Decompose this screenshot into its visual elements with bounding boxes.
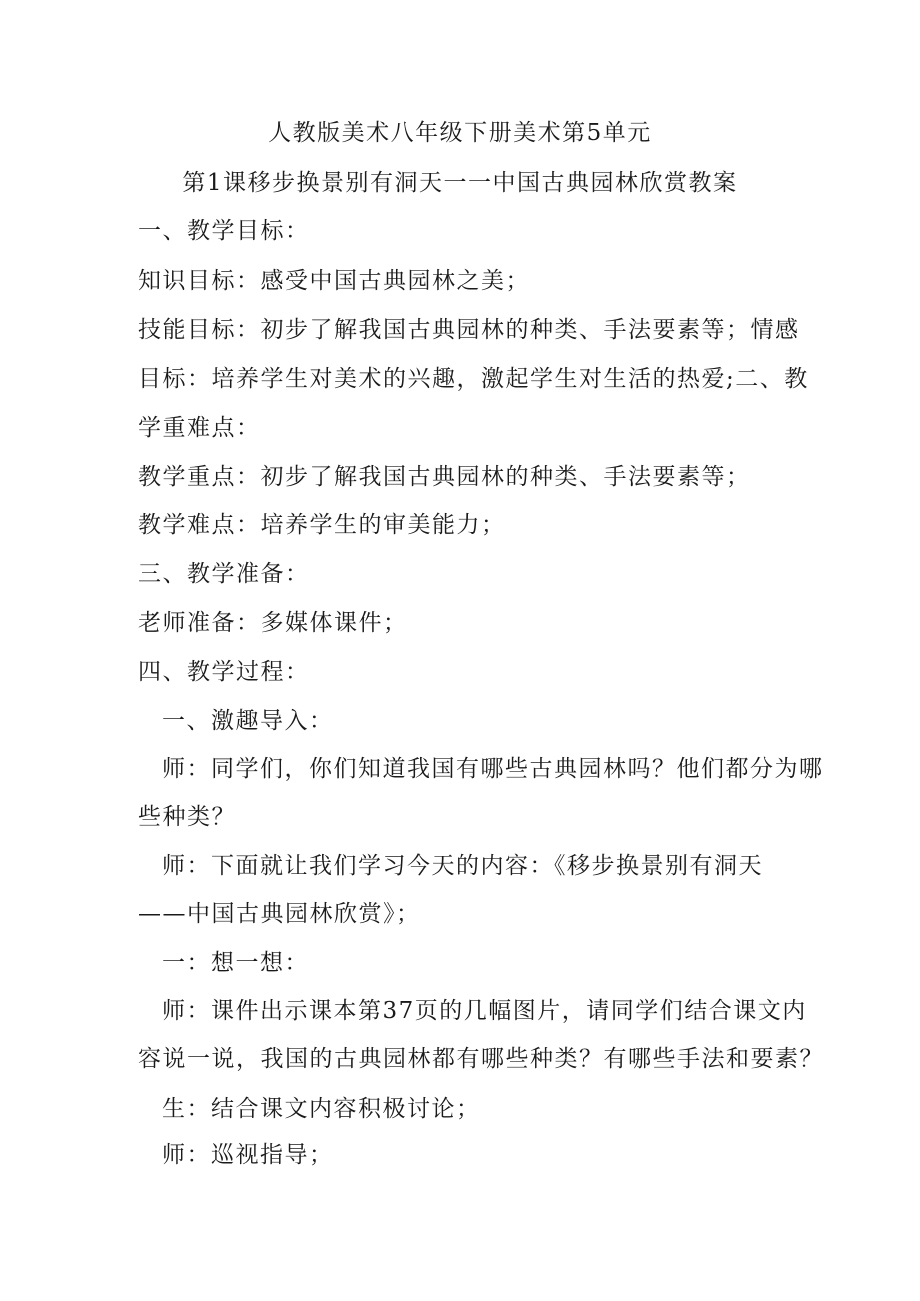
paragraph-teacher-question-cont: 些种类？: [138, 804, 236, 830]
paragraph-skill-objective: 技能目标：初步了解我国古典园林的种类、手法要素等；情感: [138, 317, 800, 343]
subsection-heading-think: 一：想一想：: [162, 950, 309, 976]
document-title-line-1: 人教版美术八年级下册美术第5单元: [268, 120, 652, 146]
paragraph-key-points-heading: 学重难点：: [138, 415, 261, 441]
paragraph-knowledge-objective: 知识目标：感受中国古典园林之美；: [138, 268, 530, 294]
paragraph-teaching-focus: 教学重点：初步了解我国古典园林的种类、手法要素等；: [138, 464, 751, 490]
section-heading-objectives: 一、教学目标：: [138, 218, 310, 244]
paragraph-teacher-show-images: 师：课件出示课本第37页的几幅图片，请同学们结合课文内: [162, 998, 807, 1024]
paragraph-teacher-question: 师：同学们，你们知道我国有哪些古典园林吗？他们都分为哪: [162, 756, 824, 782]
document-title-line-2: 第1课移步换景别有洞天一一中国古典园林欣赏教案: [182, 170, 738, 196]
paragraph-teaching-difficulty: 教学难点：培养学生的审美能力；: [138, 512, 506, 538]
paragraph-teacher-preparation: 老师准备：多媒体课件；: [138, 610, 408, 636]
paragraph-emotion-objective: 目标：培养学生对美术的兴趣，激起学生对生活的热爱;二、教: [138, 366, 809, 392]
paragraph-teacher-show-images-cont: 容说一说，我国的古典园林都有哪些种类？有哪些手法和要素？: [138, 1046, 824, 1072]
section-heading-process: 四、教学过程：: [138, 659, 310, 685]
section-heading-preparation: 三、教学准备：: [138, 561, 310, 587]
paragraph-student-discussion: 生：结合课文内容积极讨论；: [162, 1096, 481, 1122]
paragraph-teacher-lesson-intro-cont: ——中国古典园林欣赏》；: [138, 901, 421, 927]
paragraph-teacher-lesson-intro: 师：下面就让我们学习今天的内容：《移步换景别有洞天: [162, 853, 763, 879]
paragraph-teacher-guidance: 师：巡视指导；: [162, 1142, 334, 1168]
subsection-heading-intro: 一、激趣导入：: [162, 708, 334, 734]
